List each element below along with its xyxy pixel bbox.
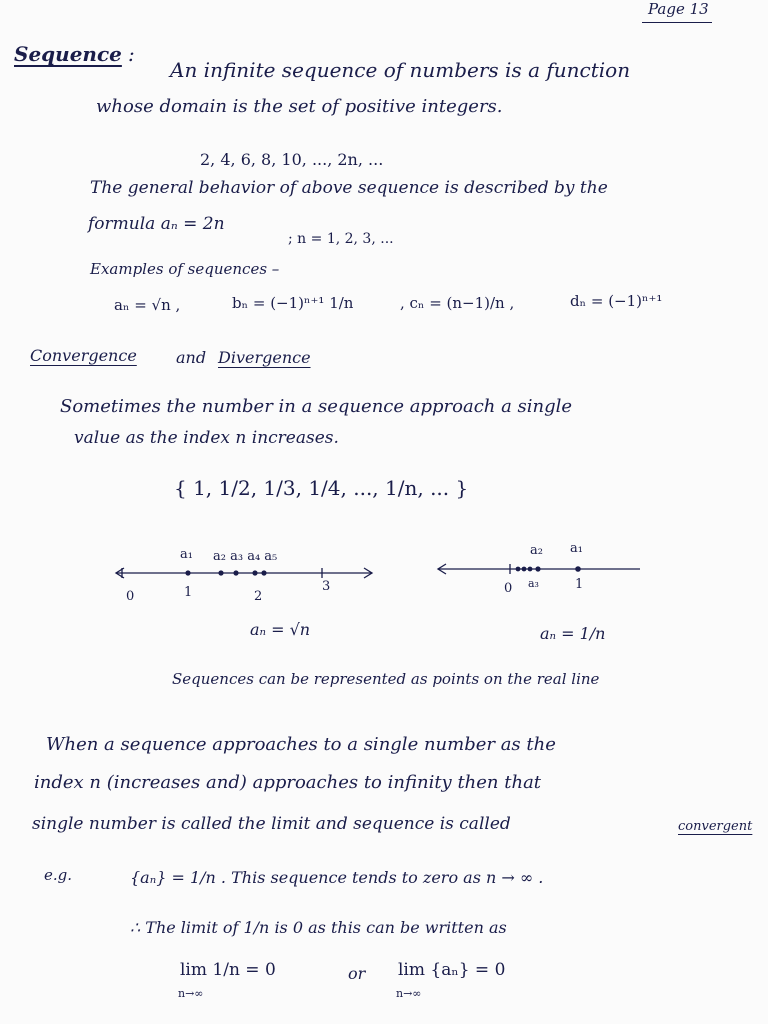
left-caption: aₙ = √n [250,620,311,639]
convergent-word: convergent [678,819,753,834]
definition-line-2: whose domain is the set of positive integers. [96,96,503,117]
right-label-a3: a₃ [528,577,539,590]
limit-expression-2: lim {aₙ} = 0 [398,960,506,980]
eg-line: {aₙ} = 1/n . This sequence tends to zero as n → ∞ . [130,868,544,887]
page-number: Page 13 [648,0,709,18]
points-caption: Sequences can be represented as points on the real line [172,670,600,688]
set-example: { 1, 1/2, 1/3, 1/4, ..., 1/n, ... } [174,476,469,500]
left-tick-0: 0 [126,589,135,604]
heading-and: and [176,348,207,367]
limit-1-subscript: n→∞ [178,987,204,1000]
left-label-a2-a5: a₂ a₃ a₄ a₅ [213,549,278,564]
right-label-a1: a₁ [570,541,583,556]
left-tick-3: 3 [322,579,331,594]
example-c: , cₙ = (n−1)/n , [400,294,515,312]
left-tick-2: 2 [254,589,263,604]
convergence-line-1: Sometimes the number in a sequence approach a single [60,396,573,417]
heading-colon: : [128,42,135,66]
behavior-line-1: The general behavior of above sequence is described by the [90,178,608,198]
therefore-line: ∴ The limit of 1/n is 0 as this can be written as [130,918,507,937]
example-sequence: 2, 4, 6, 8, 10, ..., 2n, ... [200,150,384,169]
limit-expression-1: lim 1/n = 0 [180,960,276,980]
or-word: or [348,964,366,983]
convergence-heading: Convergence [30,346,137,365]
right-tick-0: 0 [504,581,513,596]
eg-label: e.g. [44,866,73,884]
convergence-line-2: value as the index n increases. [74,428,339,448]
example-a: aₙ = √n , [114,296,181,314]
right-caption: aₙ = 1/n [540,624,606,643]
example-d: dₙ = (−1)ⁿ⁺¹ [570,292,663,310]
limit-2-subscript: n→∞ [396,987,422,1000]
left-tick-1: 1 [184,585,193,600]
right-label-a2: a₂ [530,543,543,558]
divergence-heading: Divergence [218,348,311,367]
behavior-line-2: formula aₙ = 2n [88,214,225,234]
sequence-heading: Sequence [14,42,122,66]
examples-label: Examples of sequences – [90,260,280,278]
definition-3-line-2: index n (increases and) approaches to infinity then that [34,772,542,793]
definition-line-1: An infinite sequence of numbers is a function [170,58,631,82]
definition-3-line-1: When a sequence approaches to a single number as the [46,734,556,755]
left-label-a1: a₁ [180,547,193,562]
behavior-n-range: ; n = 1, 2, 3, ... [288,231,394,247]
definition-3-line-3: single number is called the limit and sequence is called [32,814,511,834]
example-b: bₙ = (−1)ⁿ⁺¹ 1/n [232,294,354,312]
right-tick-1: 1 [575,577,584,592]
